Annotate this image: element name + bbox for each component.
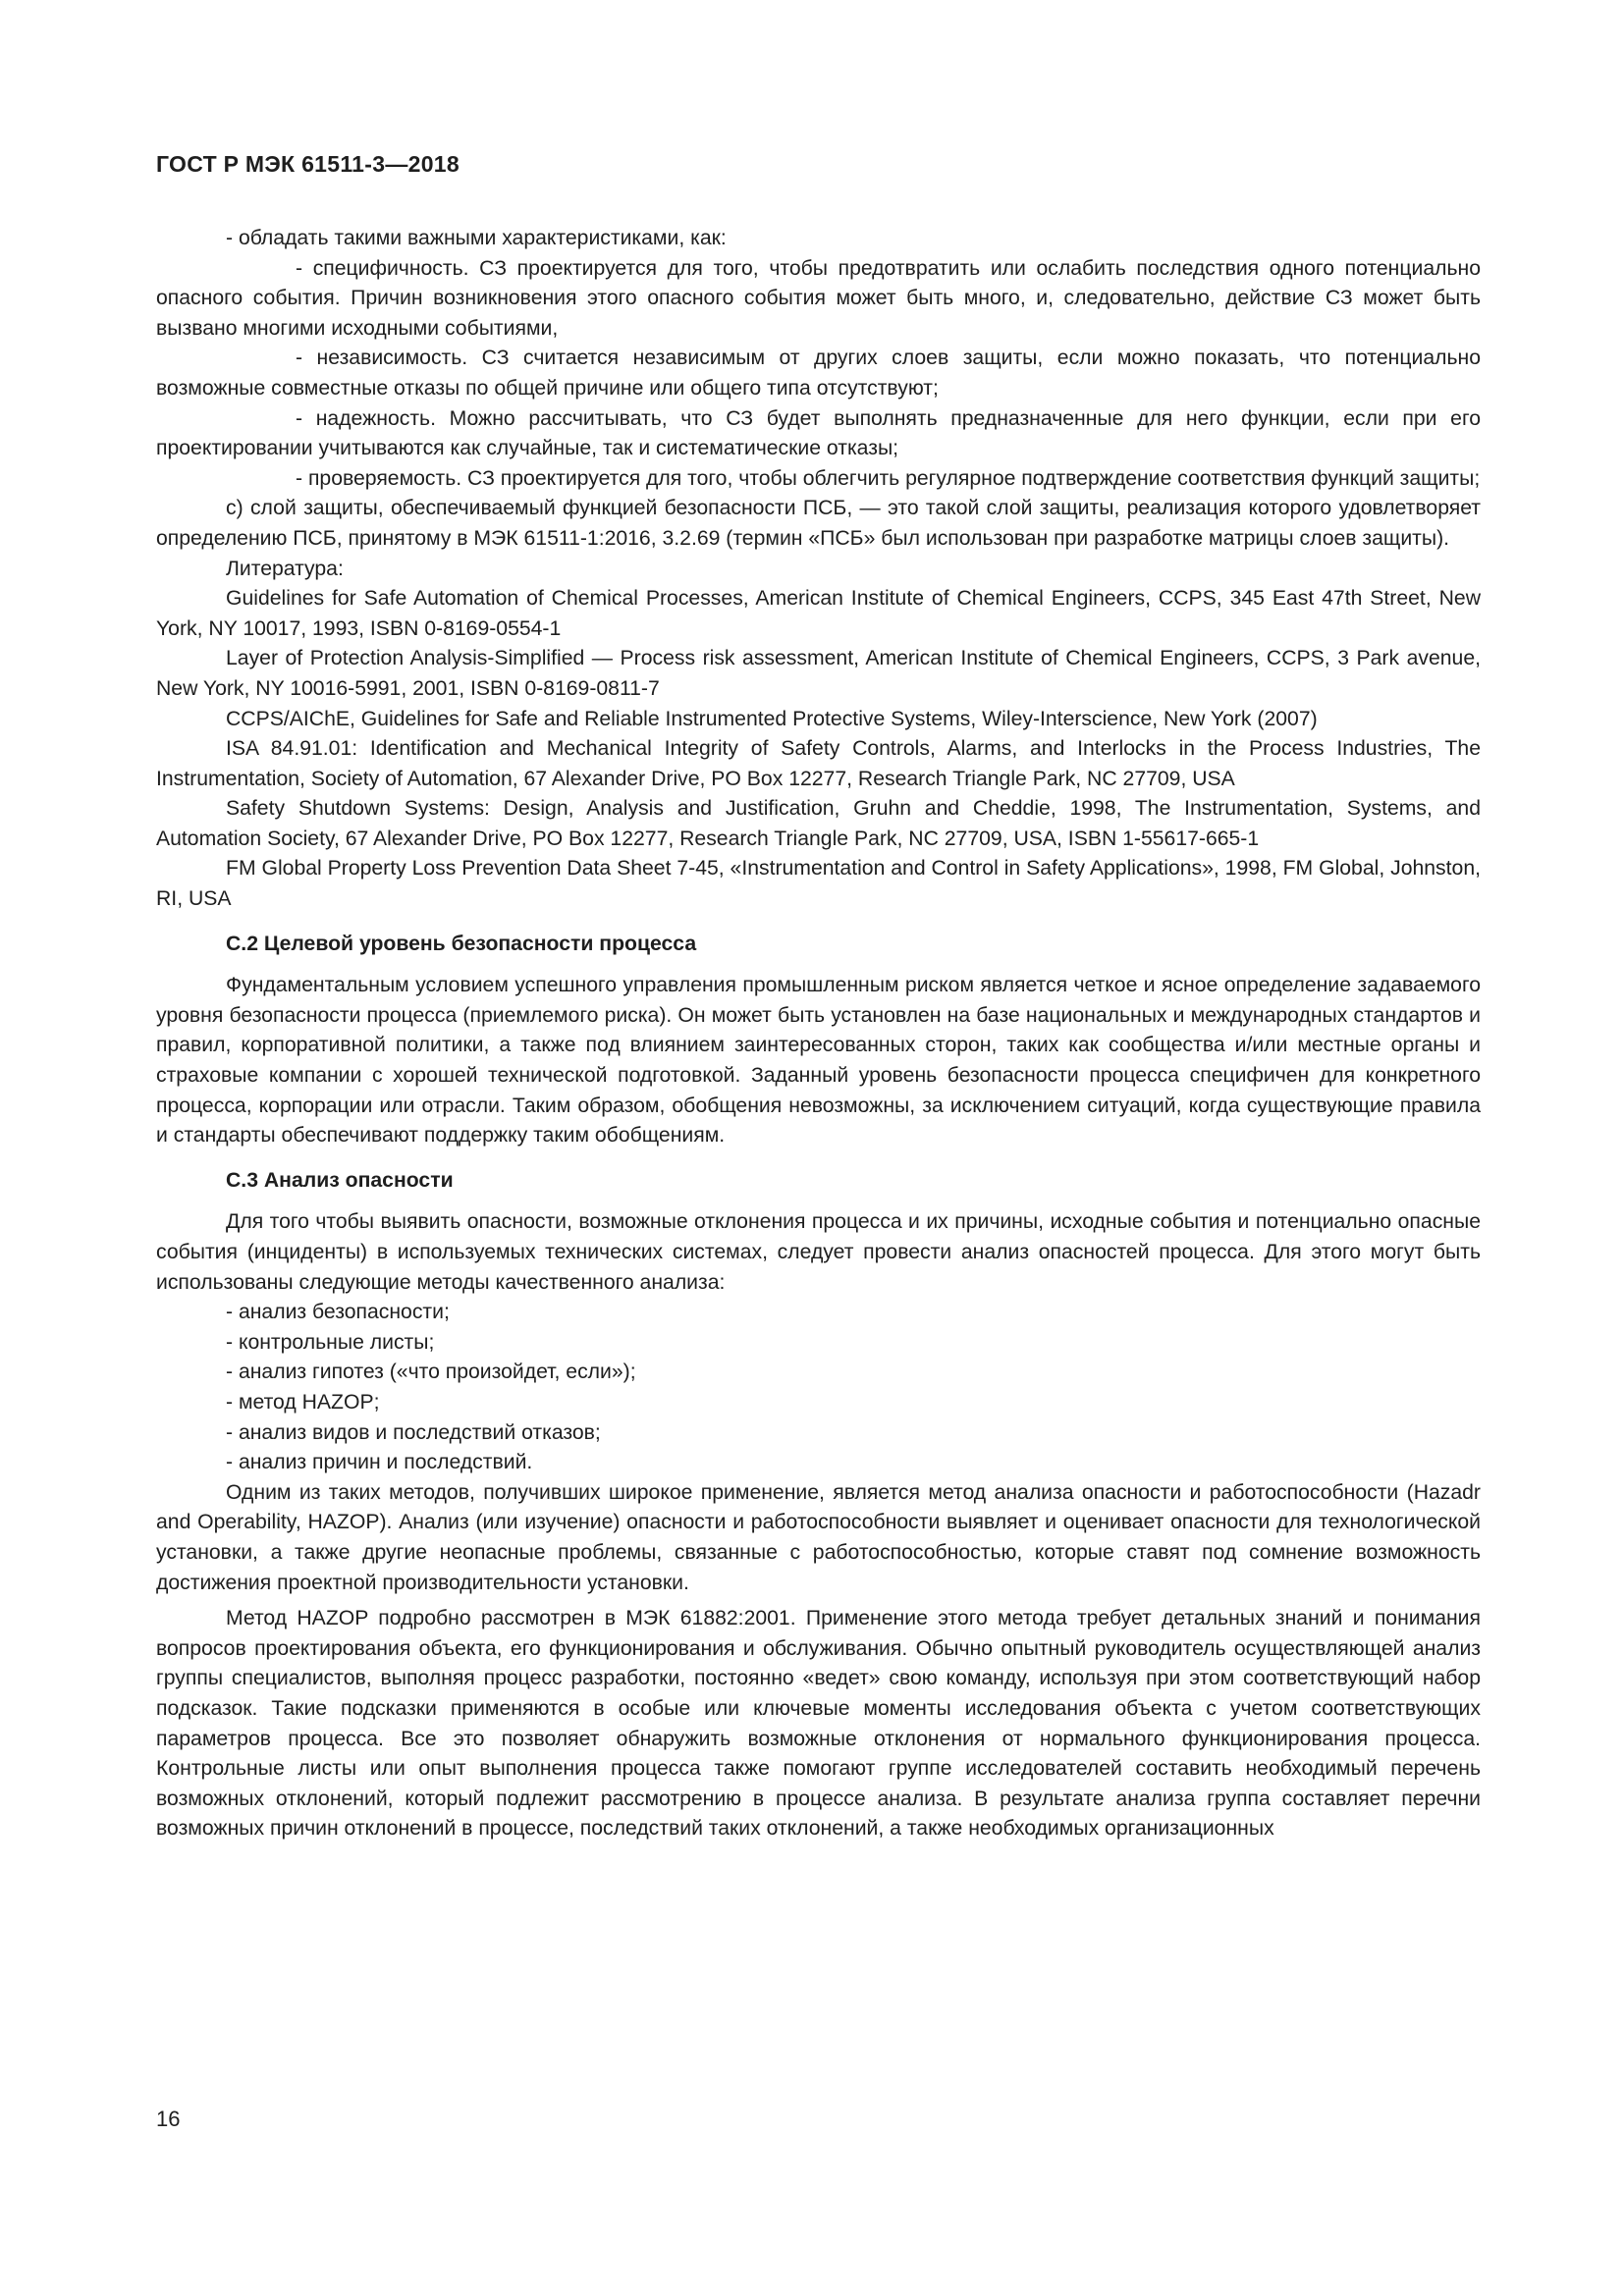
body-paragraph: Литература: xyxy=(226,557,344,580)
list-item: - анализ безопасности; xyxy=(226,1301,450,1324)
body-paragraph: - проверяемость. СЗ проектируется для того, чтобы облегчить регулярное подтверждение соответствия функций защиты; xyxy=(296,466,1481,490)
list-item: - контрольные листы; xyxy=(226,1330,435,1354)
body-paragraph: Одним из таких методов, получивших широкое применение, является метод анализа опасности и работоспособности (Hazadr and Operability, HAZOP). Анализ (или изучение) опасности и работоспособности выявляет и оценивает опасности для технологической установки, а также другие неопасные проблемы, связанные с работоспособностью, которые ставят под сомнение возможность достижения проектной производительности установки. xyxy=(156,1480,1481,1594)
list-item: - обладать такими важными характеристиками, как: xyxy=(226,227,727,249)
body-paragraph: Layer of Protection Analysis-Simplified — Process risk assessment, American Institute of Chemical Engineers, CCPS, 3 Park avenue, New York, NY 10016-5991, 2001, ISBN 0-8169-0811-7 xyxy=(156,647,1481,700)
body-paragraph: - специфичность. СЗ проектируется для того, чтобы предотвратить или ослабить последствия одного потенциально опасного события. Причин возникновения этого опасного события может быть много, и, следовательно, действие СЗ может быть вызвано многими исходными событиями, xyxy=(156,256,1481,340)
document-body xyxy=(156,224,1481,1844)
body-paragraph: Safety Shutdown Systems: Design, Analysis and Justification, Gruhn and Cheddie, 1998, The Instrumentation, Systems, and Automation Society, 67 Alexander Drive, PO Box 12277, Research Triangle Park, NC 27709, USA, ISBN 1-55617-665-1 xyxy=(156,797,1481,850)
body-paragraph: Фундаментальным условием успешного управления промышленным риском является четкое и ясное определение задаваемого уровня безопасности процесса (приемлемого риска). Он может быть установлен на базе национальных и международных стандартов и правил, корпоративной политики, а также под влиянием заинтересованных сторон, таких как сообщества и/или местные органы и страховые компании с хорошей технической подготовкой. Заданный уровень безопасности процесса специфичен для конкретного процесса, корпорации или отрасли. Таким образом, обобщения невозможны, за исключением ситуаций, когда существующие правила и стандарты обеспечивают поддержку таким обобщениям. xyxy=(156,974,1481,1148)
body-paragraph: Метод HAZOP подробно рассмотрен в МЭК 61882:2001. Применение этого метода требует детальных знаний и понимания вопросов проектирования объекта, его функционирования и обслуживания. Обычно опытный руководитель осуществляющей анализ группы специалистов, выполняя процесс разработки, постоянно «ведет» свою команду, используя при этом соответствующий набор подсказок. Такие подсказки применяются в особые или ключевые моменты исследования объекта с учетом соответствующих параметров процесса. Все это позволяет обнаружить возможные отклонения от нормального функционирования процесса. Контрольные листы или опыт выполнения процесса также помогают группе исследователей составить необходимый перечень возможных отклонений, который подлежит рассмотрению в процессе анализа. В результате анализа группа составляет перечни возможных причин отклонений в процессе, последствий таких отклонений, а также необходимых организационных xyxy=(156,1607,1481,1841)
body-paragraph: CCPS/AIChE, Guidelines for Safe and Reliable Instrumented Protective Systems, Wiley-Interscience, New York (2007) xyxy=(226,707,1318,730)
section-heading: С.3 Анализ опасности xyxy=(226,1168,454,1192)
body-paragraph: Для того чтобы выявить опасности, возможные отклонения процесса и их причины, исходные события и потенциально опасные события (инциденты) в используемых технических системах, следует провести анализ опасностей процесса. Для этого могут быть использованы следующие методы качественного анализа: xyxy=(156,1210,1481,1294)
page-number: 16 xyxy=(156,2107,181,2131)
body-paragraph: - надежность. Можно рассчитывать, что СЗ будет выполнять предназначенные для него функции, если при его проектировании учитываются как случайные, так и систематические отказы; xyxy=(156,406,1481,460)
section-heading: С.2 Целевой уровень безопасности процесса xyxy=(226,932,697,955)
body-paragraph: Guidelines for Safe Automation of Chemical Processes, American Institute of Chemical Engineers, CCPS, 345 East 47th Street, New York, NY 10017, 1993, ISBN 0-8169-0554-1 xyxy=(156,587,1481,640)
body-paragraph: с) слой защиты, обеспечиваемый функцией безопасности ПСБ, — это такой слой защиты, реализация которого удовлетворяет определению ПСБ, принятому в МЭК 61511-1:2016, 3.2.69 (термин «ПСБ» был использован при разработке матрицы слоев защиты). xyxy=(156,497,1481,550)
list-item: - анализ гипотез («что произойдет, если»); xyxy=(226,1361,636,1384)
list-item: - метод HAZOP; xyxy=(226,1390,380,1414)
body-paragraph: - независимость. СЗ считается независимым от других слоев защиты, если можно показать, что потенциально возможные совместные отказы по общей причине или общего типа отсутствуют; xyxy=(156,347,1481,400)
body-paragraph: FM Global Property Loss Prevention Data Sheet 7-45, «Instrumentation and Control in Safety Applications», 1998, FM Global, Johnston, RI, USA xyxy=(156,857,1481,911)
list-item: - анализ причин и последствий. xyxy=(226,1451,533,1474)
document-header: ГОСТ Р МЭК 61511-3—2018 xyxy=(156,151,460,177)
body-paragraph: ISA 84.91.01: Identification and Mechanical Integrity of Safety Controls, Alarms, and Interlocks in the Process Industries, The Instrumentation, Society of Automation, 67 Alexander Drive, PO Box 12277, Research Triangle Park, NC 27709, USA xyxy=(156,737,1481,790)
list-item: - анализ видов и последствий отказов; xyxy=(226,1420,601,1444)
